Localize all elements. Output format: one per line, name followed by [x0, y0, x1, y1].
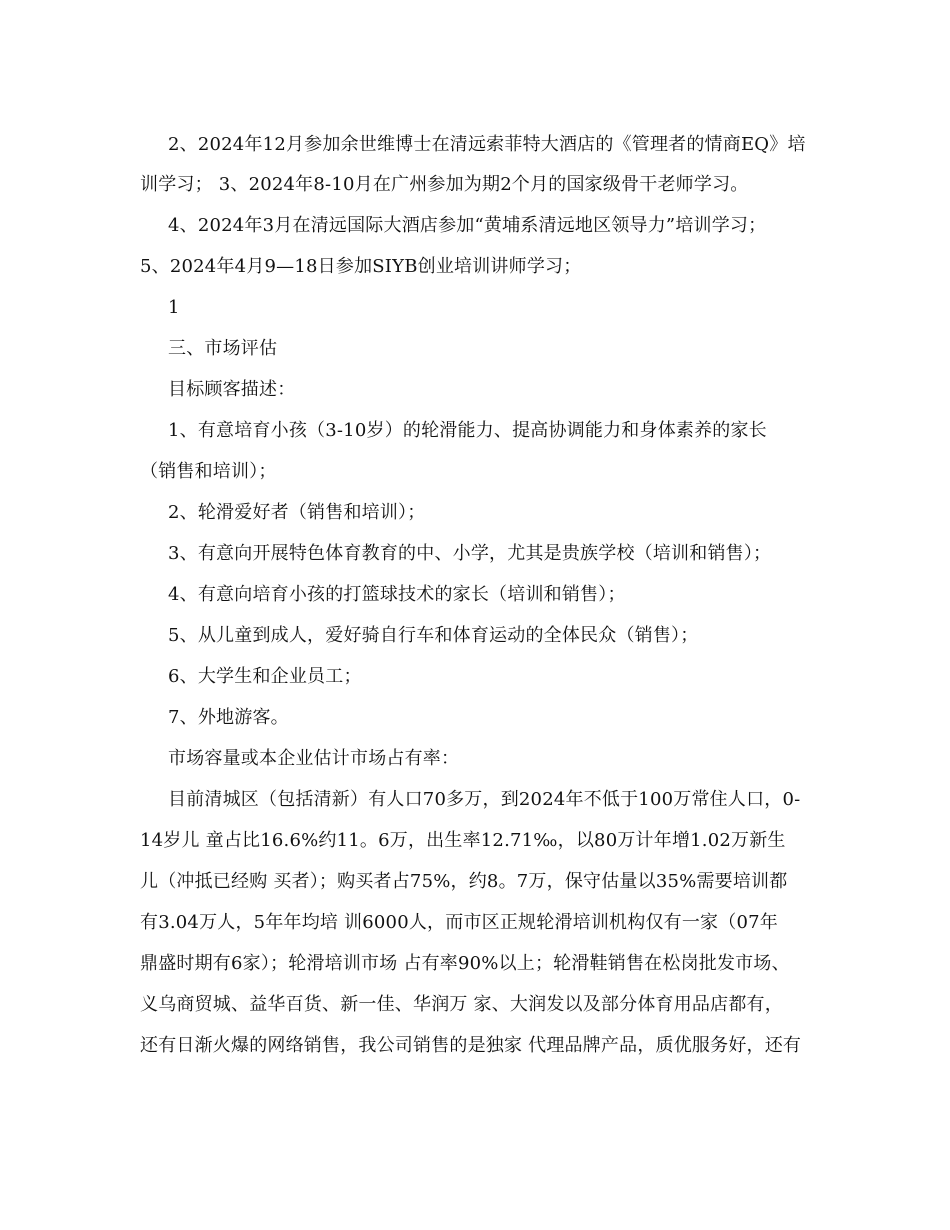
- subheading: 市场容量或本企业估计市场占有率：: [168, 748, 460, 769]
- text-line: 鼎盛时期有6家）；轮滑培训市场 占有率90%以上；轮滑鞋销售在松岗批发市场、: [140, 953, 790, 974]
- text-line: （销售和培训）；: [140, 461, 277, 482]
- list-item: 6、大学生和企业员工；: [168, 666, 362, 687]
- text-line: 儿（冲抵已经购 买者）；购买者占75%，约8。7万，保守估量以35%需要培训都: [140, 871, 788, 892]
- text-line: 5、2024年4月9—18日参加SIYB创业培训讲师学习；: [140, 256, 582, 277]
- text-line: 14岁儿 童占比16.6%约11。6万，出生率12.71‰，以80万计年增1.02万新生: [140, 830, 786, 851]
- section-heading: 三、市场评估: [168, 338, 278, 359]
- page-number: 1: [168, 297, 180, 318]
- text-line: 义乌商贸城、益华百货、新一佳、华润万 家、大润发以及部分体育用品店都有，: [140, 994, 783, 1015]
- text-line: 2、2024年12月参加余世维博士在清远索菲特大酒店的《管理者的情商EQ》培: [168, 134, 806, 155]
- list-item: 1、有意培育小孩（3-10岁）的轮滑能力、提高协调能力和身体素养的家长: [168, 420, 767, 441]
- list-item: 2、轮滑爱好者（销售和培训）；: [168, 502, 426, 523]
- text-line: 有3.04万人，5年年均培 训6000人，而市区正规轮滑培训机构仅有一家（07年: [140, 912, 778, 933]
- list-item: 4、有意向培育小孩的打篮球技术的家长（培训和销售）；: [168, 584, 626, 605]
- list-item: 7、外地游客。: [168, 707, 289, 728]
- text-line: 4、2024年3月在清远国际大酒店参加“黄埔系清远地区领导力”培训学习；: [168, 215, 767, 236]
- text-line: 目前清城区（包括清新）有人口70多万，到2024年不低于100万常住人口，0-: [168, 789, 801, 810]
- list-item: 3、有意向开展特色体育教育的中、小学，尤其是贵族学校（培训和销售）；: [168, 543, 772, 564]
- list-item: 5、从儿童到成人，爱好骑自行车和体育运动的全体民众（销售）；: [168, 625, 699, 646]
- text-line: 训学习； 3、2024年8-10月在广州参加为期2个月的国家级骨干老师学习。: [140, 174, 749, 195]
- text-line: 还有日渐火爆的网络销售，我公司销售的是独家 代理品牌产品，质优服务好，还有: [140, 1035, 802, 1056]
- subheading: 目标顾客描述：: [168, 379, 296, 400]
